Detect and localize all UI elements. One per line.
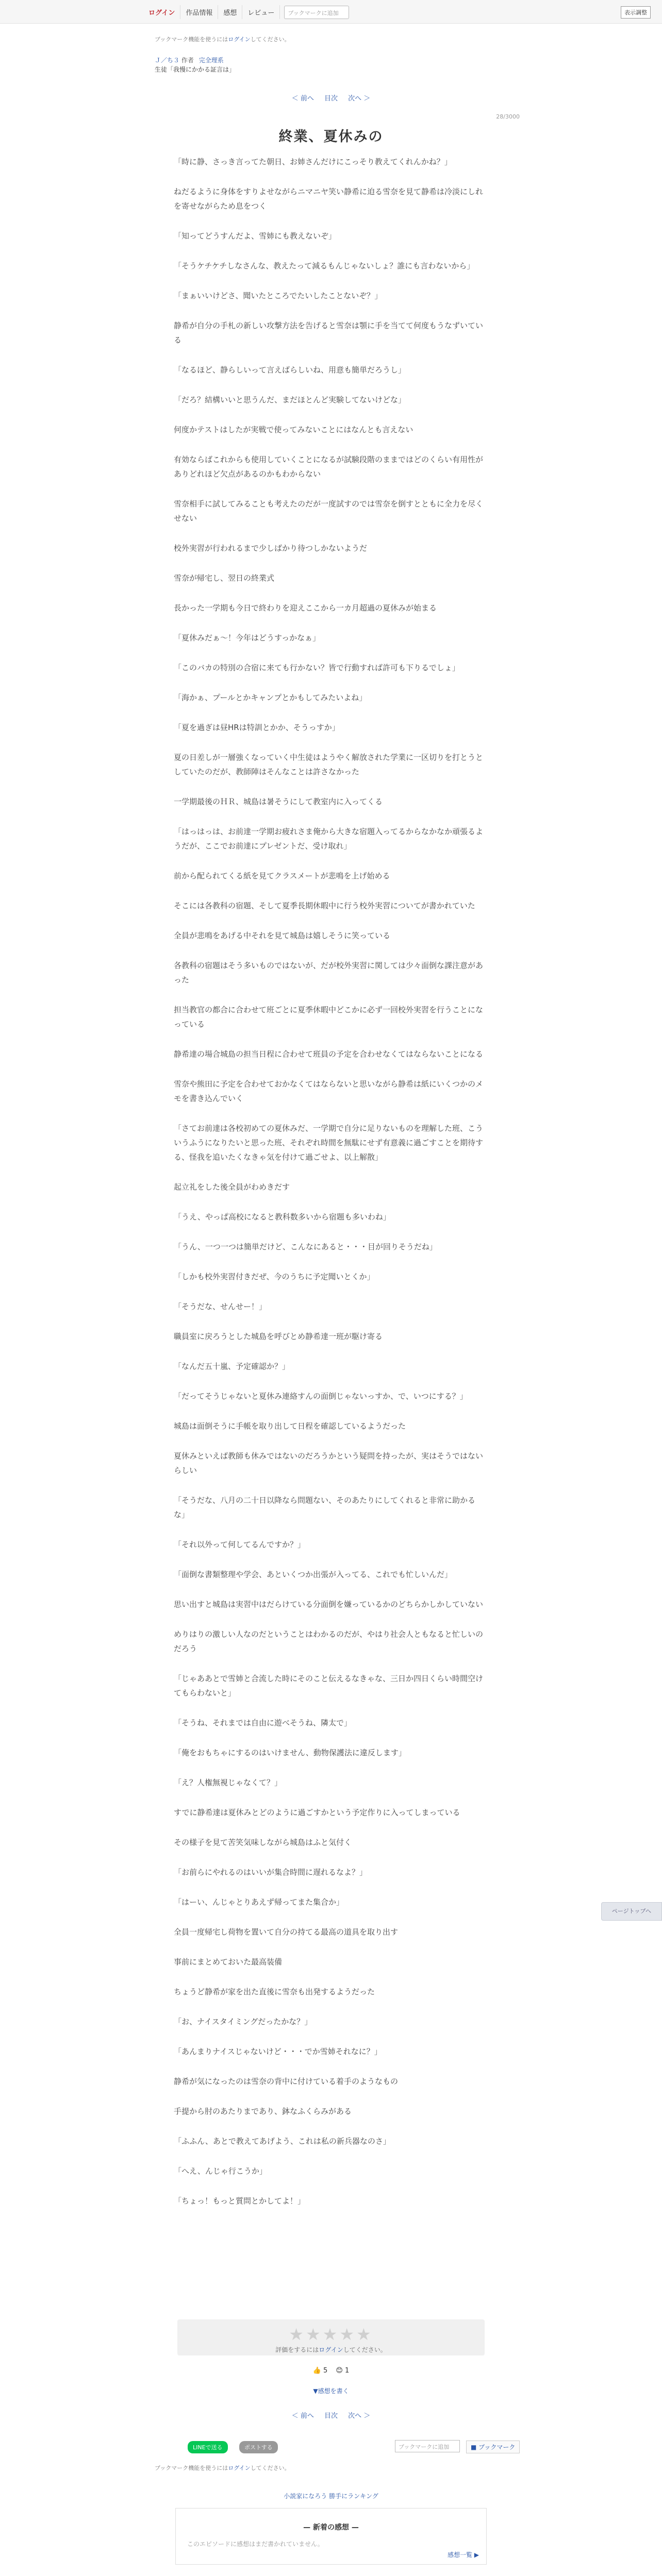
novel-paragraph: 何度かテストはしたが実戦で使ってみないことにはなんとも言えない [174, 425, 413, 434]
breadcrumb-author[interactable]: Ｊ／ち３ [155, 57, 180, 64]
reactions [0, 2367, 662, 2375]
bookmark-button[interactable] [466, 2441, 520, 2453]
page-top-button[interactable]: ページトップへ [601, 1902, 662, 1921]
novel-paragraph: 「夏休みだぁ～！今年はどうすっかなぁ」 [174, 633, 321, 642]
reaction-thumbs-up[interactable]: 👍 5 [312, 2367, 328, 2375]
novel-paragraph: 「だってそうじゃないと夏休み連絡すんの面倒じゃないっすか、で、いつにする？」 [174, 1392, 468, 1401]
novel-paragraph: ちょうど静希が家を出た直後に雪奈も出発するようだった [174, 1987, 375, 1996]
novel-paragraph: 夏の日差しが一層強くなっていく中生徒はようやく解放された学業に一区切りを打とうとしていたのだが、教師陣はそんなことは許さなかった [174, 753, 484, 776]
novel-paragraph: 静希が気になったのは雪奈の背中に付けている着手のようなもの [174, 2077, 399, 2086]
novel-paragraph: 雪奈が帰宅し、翌日の終業式 [174, 573, 275, 583]
novel-paragraph: 起立礼をした後全員がわめきだす [174, 1182, 290, 1192]
bookmark-login-link-bottom[interactable]: ログイン [228, 2465, 251, 2471]
share-actions [0, 2439, 662, 2456]
novel-paragraph: 夏休みといえば教師も休みではないのだろうかという疑問を持ったが、実はそうではないらしい [174, 1451, 484, 1475]
novel-paragraph: 「そうだな、せんせー！」 [174, 1302, 267, 1311]
impressions-title: — 新着の感想 — [303, 2523, 359, 2532]
reaction-smile[interactable]: 😊 1 [336, 2367, 350, 2375]
toc-link[interactable]: 目次 [324, 95, 338, 103]
novel-paragraph: すでに静希達は夏休みとどのように過ごすかという予定作りに入ってしまっている [174, 1808, 460, 1817]
novel-paragraph: 「ふふん、あとで教えてあげよう、これは私の新兵器なのさ」 [174, 2137, 391, 2146]
novel-paragraph: 手提から肘のあたりまであり、鉢なふくらみがある [174, 2107, 352, 2116]
novel-paragraph: 「うん、一つ一つは簡単だけど、こんなにあると・・・目が回りそうだね」 [174, 1242, 437, 1251]
episode-number: 28/3000 [496, 113, 520, 120]
novel-paragraph: 「え？人権無視じゃなくて？」 [174, 1778, 283, 1787]
bookmark-note-text-end: してください。 [250, 36, 290, 43]
bookmark-login-note-bottom [155, 2464, 290, 2472]
novel-paragraph: 静希が自分の手札の新しい攻撃方法を告げると雪奈は顎に手を当てて何度もうなずいている [174, 321, 484, 345]
novel-paragraph: 長かった一学期も今日で終わりを迎えここから一カ月超過の夏休みが始まる [174, 603, 437, 613]
novel-paragraph: 「お、ナイスタイミングだったかな？」 [174, 2017, 312, 2026]
new-impressions-box [175, 2508, 487, 2565]
rating-note-text: 評価をするには [275, 2346, 319, 2353]
novel-paragraph: 担当教官の都合に合わせて班ごとに夏季休暇中どこかに必ず一回校外実習を行うことになっている [174, 1005, 484, 1029]
next-link[interactable]: 次へ ＞ [348, 95, 371, 103]
login-link[interactable]: ログイン [143, 5, 180, 19]
novel-paragraph: 「だろ？結構いいと思うんだ、まだほとんど実験してないけどな」 [174, 395, 406, 404]
next-link-bottom[interactable]: 次へ ＞ [348, 2412, 371, 2420]
display-settings-button[interactable]: 表示調整 [621, 6, 651, 19]
novel-paragraph: 「うえ、やっぱ高校になると教科数多いから宿題も多いわね」 [174, 1212, 391, 1222]
novel-paragraph: 校外実習が行われるまで少しばかり待つしかないようだ [174, 544, 368, 553]
breadcrumb [155, 56, 235, 74]
novel-paragraph: 職員室に戻ろうとした城島を呼びとめ静希達一班が駆け寄る [174, 1332, 383, 1341]
novel-paragraph: 事前にまとめておいた最高装備 [174, 1957, 283, 1967]
novel-paragraph: 「まぁいいけどさ、聞いたところでたいしたことないぞ？」 [174, 291, 383, 300]
novel-paragraph: 「なんだ五十嵐、予定確認か？」 [174, 1362, 290, 1371]
novel-paragraph: 「そうだな、八月の二十日以降なら問題ない、そのあたりにしてくれると非常に助かるな」 [174, 1496, 476, 1519]
line-share-button[interactable]: LINEで送る [188, 2441, 228, 2453]
bookmark-add-field[interactable]: ブックマークに追加 [284, 6, 349, 19]
bookmark-note-text: ブックマーク機能を使うには [155, 36, 228, 43]
breadcrumb-subtitle: 生徒「我慢にかかる証言は」 [155, 66, 236, 73]
novel-paragraph: 「知ってどうすんだよ、雪姉にも教えないぞ」 [174, 231, 337, 241]
rating-note [177, 2345, 485, 2354]
prev-link-bottom[interactable]: ＜ 前へ [291, 2412, 314, 2420]
novel-paragraph: 「あんまりナイスじゃないけど・・・でか雪姉それなに？」 [174, 2047, 382, 2056]
novel-paragraph: 「夏を過ぎは昼HRは特訓とかか、そうっすか」 [174, 723, 340, 732]
novel-paragraph: 「面倒な書類整理や学会、あといくつか出張が入ってる、これでも忙しいんだ」 [174, 1570, 453, 1579]
novel-paragraph: 雪奈や熊田に予定を合わせておかなくてはならないと思いながら静希は紙にいくつかのメモを書き込んでいく [174, 1079, 484, 1103]
top-pager [0, 93, 662, 103]
novel-paragraph: 「はーい、んじゃとりあえず帰ってまた集合か」 [174, 1897, 344, 1907]
bookmark-login-link[interactable]: ログイン [228, 36, 251, 43]
novel-paragraph: 「ちょっ！もっと質問とかしてよ！」 [174, 2196, 306, 2206]
rating-note-text-end: してください。 [343, 2346, 387, 2353]
novel-paragraph: 「そうケチケチしなさんな、教えたって減るもんじゃないしょ？誰にも言わないから」 [174, 261, 475, 270]
impressions-link[interactable]: 感想 [218, 5, 242, 19]
novel-paragraph: 前から配られてくる紙を見てクラスメートが悲鳴を上げ始める [174, 871, 390, 880]
bookmark-icon: ■ [471, 2444, 477, 2451]
novel-paragraph: 「時に静、さっき言ってた朝日、お姉さんだけにこっそり教えてくれんかね？」 [174, 157, 452, 166]
novel-paragraph: 「しかも校外実習付きだぜ、今のうちに予定聞いとくか」 [174, 1272, 375, 1281]
bookmark-button-label: ブックマーク [478, 2444, 516, 2451]
post-share-button[interactable]: ポストする [239, 2441, 278, 2453]
novel-paragraph: 雪奈相手に試してみることも考えたのだが一度試すのでは雪奈を倒すとともに全力を尽くせない [174, 499, 484, 523]
chapter-title: 終業、夏休みの [278, 129, 384, 145]
impressions-empty: このエピソードに感想はまだ書かれていません。 [187, 2540, 324, 2548]
novel-paragraph: そこには各教科の宿題、そして夏季長期休暇中に行う校外実習についてが書かれていた [174, 901, 475, 910]
novel-paragraph: ねだるように身体をすりよせながらニマニヤ笑い静希に迫る雪奈を見て静希は冷淡にしれを寄せながらため息をつく [174, 187, 484, 211]
novel-paragraph: 「それ以外って何してるんですか？」 [174, 1540, 306, 1549]
review-link[interactable]: レビュー [242, 5, 280, 19]
prev-link[interactable]: ＜ 前へ [291, 95, 314, 103]
novel-paragraph: 思い出すと城島は実習中はだらけている分面倒を嫌っているかのどちらかしかしていない [174, 1600, 484, 1609]
bottom-pager [0, 2410, 662, 2420]
toc-link-bottom[interactable]: 目次 [324, 2412, 338, 2420]
novel-paragraph: 一学期最後のＨＲ、城島は暑そうにして教室内に入ってくる [174, 797, 383, 806]
top-navbar [0, 0, 662, 24]
work-info-link[interactable]: 作品情報 [180, 5, 218, 19]
novel-paragraph: 各教科の宿題はそう多いものではないが、だが校外実習に関しては少々面倒な課注意があった [174, 961, 484, 985]
novel-paragraph: 「なるほど、静らしいって言えばらしいね、用意も簡単だろうし」 [174, 365, 406, 375]
novel-paragraph: その様子を見て苦笑気味しながら城島はふと気付く [174, 1838, 352, 1847]
top-nav [143, 5, 349, 19]
novel-body [174, 155, 486, 2224]
novel-paragraph: 「そうね、それまでは自由に遊べそうね、隣太で」 [174, 1718, 352, 1727]
novel-paragraph: 有効ならばこれからも使用していくことになるが試験段階のままではどのくらい有用性がありどれほど欠点があるのかもわからない [174, 455, 484, 479]
novel-paragraph: 全員一度帰宅し荷物を置いて自分の持てる最高の道具を取り出す [174, 1927, 399, 1937]
impressions-title-text: 新着の感想 [313, 2523, 349, 2532]
novel-paragraph: めりはりの激しい人なのだということはわかるのだが、やはり社会人ともなると忙しいのだろう [174, 1630, 484, 1653]
rating-login-link[interactable]: ログイン [319, 2346, 343, 2353]
novel-paragraph: 「お前らにやれるのはいいが集合時間に遅れるなよ？」 [174, 1868, 368, 1877]
novel-paragraph: 静希達の場合城島の担当日程に合わせて班員の予定を合わせなくてはならないことになる [174, 1049, 484, 1059]
novel-paragraph: 「このバカの特別の合宿に来ても行かない？皆で行動すれば許可も下りるでしょ」 [174, 663, 460, 672]
write-impression-link[interactable]: ▼感想を書く [313, 2387, 349, 2395]
novel-paragraph: 「海かぁ、プールとかキャンプとかもしてみたいよね」 [174, 693, 367, 702]
rating-stars[interactable]: ★★★★★ [289, 2325, 373, 2344]
novel-paragraph: 城島は面倒そうに手帳を取り出して日程を確認しているようだった [174, 1421, 406, 1431]
novel-paragraph: 「はっはっは、お前達一学期お疲れさま俺から大きな宿題入ってるからなかなか頑張るようだが、ここでお前達にプレゼントだ、受け取れ」 [174, 827, 484, 851]
bookmark-note-text-bottom-end: してください。 [250, 2465, 290, 2471]
rating-box [177, 2319, 485, 2355]
bookmark-note-text-bottom: ブックマーク機能を使うには [155, 2465, 228, 2471]
novel-paragraph: 「じゃああとで雪姉と合流した時にそのこと伝えるなきゃな、三日か四日くらい時間空けてもらわないと」 [174, 1674, 484, 1698]
novel-paragraph: 「俺をおもちゃにするのはいけません、動物保護法に違反します」 [174, 1748, 406, 1757]
breadcrumb-series: 作者 [181, 57, 194, 64]
bookmark-add-field-bottom[interactable]: ブックマークに追加 [395, 2440, 460, 2452]
novel-paragraph: 全員が悲鳴をあげる中それを見て城島は嬉しそうに笑っている [174, 931, 391, 940]
impressions-list-link[interactable]: 感想一覧 ▶ [447, 2551, 479, 2558]
novel-paragraph: 「さてお前達は各校初めての夏休みだ、一学期で自分に足りないものを理解した班、こういうふうになりたいと思った班、それぞれ時間を無駄にせず有意義に過ごすことを期待する、怪我を追いたくなきゃ気を付けて過ごせよ、以上解散」 [174, 1124, 484, 1162]
ranking-link[interactable]: 小説家になろう 勝手にランキング [284, 2493, 378, 2500]
bookmark-login-note [155, 35, 290, 43]
breadcrumb-chapter-group[interactable]: 完全理系 [198, 57, 224, 64]
novel-paragraph: 「へえ、んじゃ行こうか」 [174, 2166, 267, 2176]
